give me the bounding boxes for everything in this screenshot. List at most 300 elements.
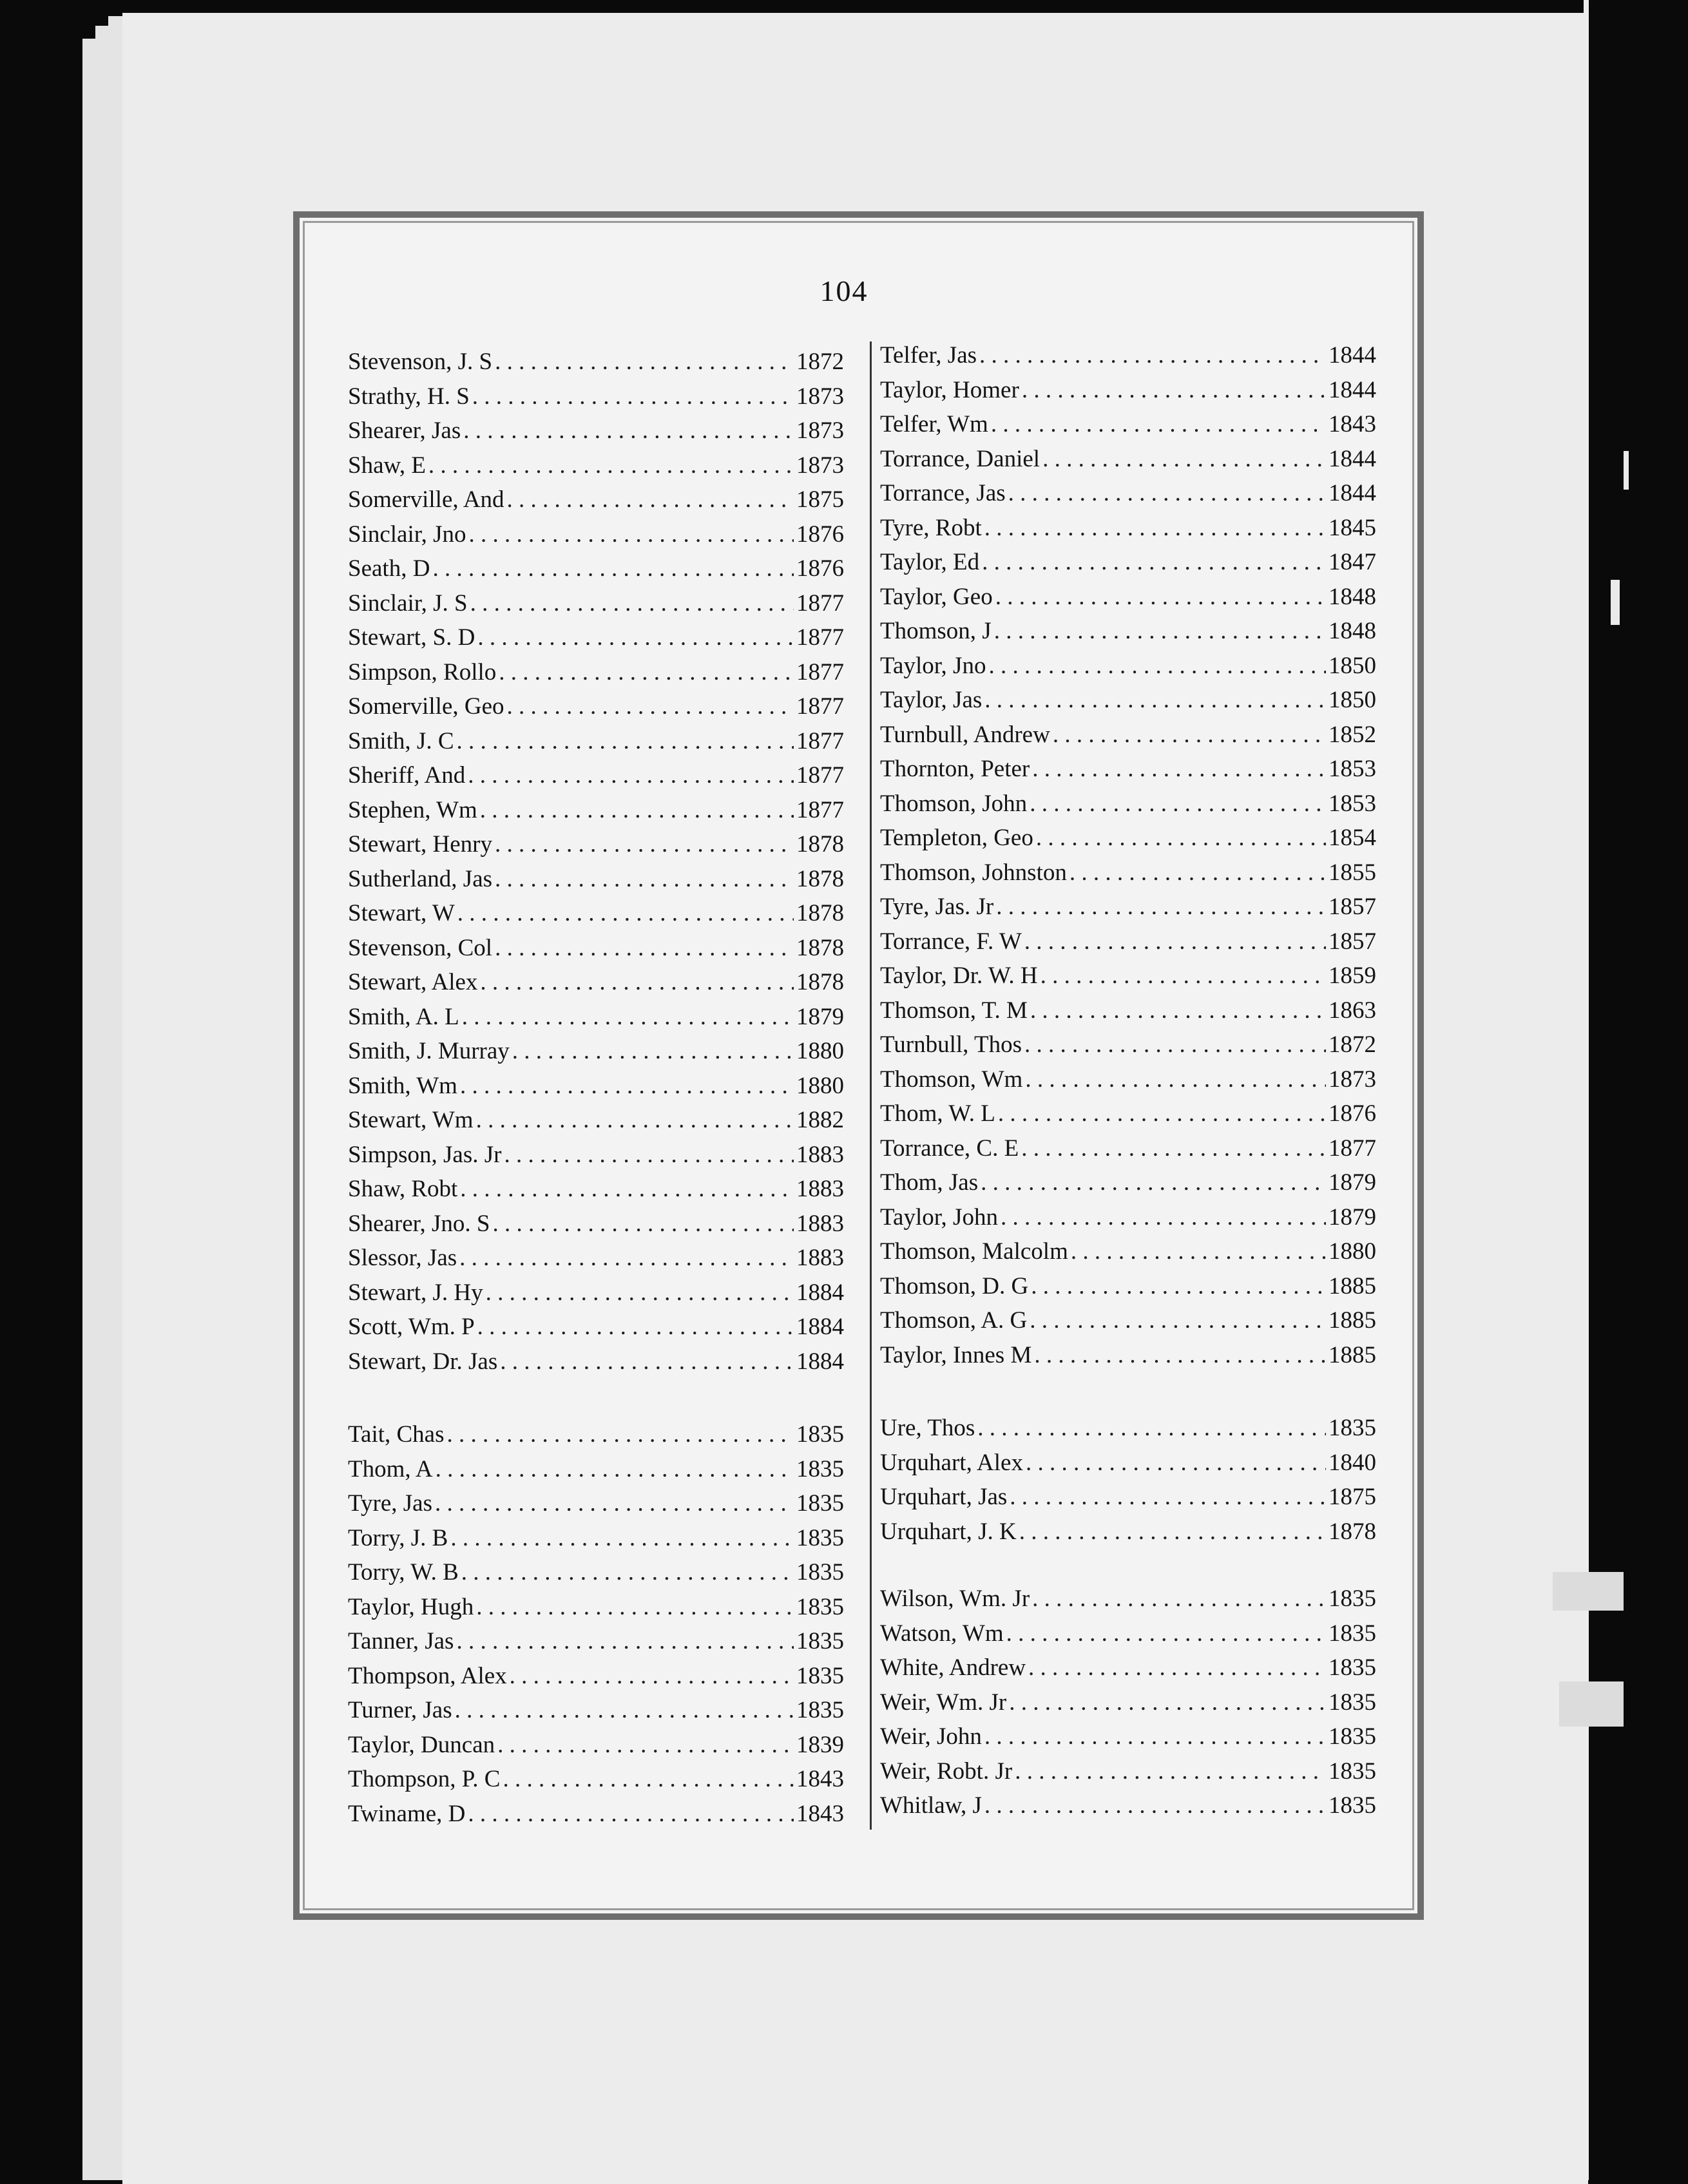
list-item <box>880 652 1376 687</box>
list-item <box>348 1244 844 1279</box>
member-name: Ure, Thos <box>880 1415 975 1441</box>
dot-leader <box>436 1455 794 1483</box>
member-name: White, Andrew <box>880 1654 1026 1681</box>
member-name: Stewart, Wm <box>348 1107 474 1133</box>
list-item <box>880 1758 1376 1792</box>
member-name: Shearer, Jas <box>348 417 461 444</box>
dot-leader <box>1022 376 1326 404</box>
dot-leader <box>1032 1585 1326 1613</box>
member-year: 1884 <box>796 1348 844 1375</box>
dot-leader <box>455 1696 794 1724</box>
list-item <box>880 1723 1376 1758</box>
list-item <box>348 1003 844 1038</box>
member-year: 1875 <box>1328 1484 1376 1510</box>
member-name: Sinclair, J. S <box>348 589 468 617</box>
dot-leader <box>994 617 1326 645</box>
list-item <box>880 617 1376 652</box>
member-name: Thomson, Malcolm <box>880 1238 1068 1265</box>
member-year: 1839 <box>796 1731 844 1758</box>
member-name: Sheriff, And <box>348 762 466 789</box>
list-item <box>348 1175 844 1210</box>
member-name: Turner, Jas <box>348 1697 452 1723</box>
list-item <box>348 1141 844 1176</box>
list-item <box>348 1731 844 1766</box>
member-name: Torrance, C. E <box>880 1135 1019 1162</box>
member-name: Wilson, Wm. Jr <box>880 1585 1030 1612</box>
member-year: 1877 <box>796 796 844 823</box>
list-item <box>348 486 844 521</box>
list-item <box>880 1585 1376 1620</box>
member-name: Stewart, S. D <box>348 624 475 651</box>
member-year: 1878 <box>796 969 844 995</box>
member-name: Tyre, Jas. Jr <box>880 894 994 920</box>
member-name: Thomson, D. G <box>880 1272 1029 1299</box>
dot-leader <box>995 583 1326 611</box>
member-name: Taylor, Hugh <box>348 1593 474 1620</box>
dot-leader <box>477 624 794 651</box>
member-name: Weir, John <box>880 1723 982 1750</box>
member-year: 1882 <box>796 1107 844 1133</box>
member-year: 1847 <box>1328 549 1376 575</box>
dot-leader <box>1071 1238 1326 1265</box>
member-name: Smith, A. L <box>348 1003 459 1030</box>
member-year: 1835 <box>1328 1689 1376 1716</box>
list-item <box>348 521 844 555</box>
list-item <box>348 1106 844 1141</box>
dot-leader <box>984 686 1326 714</box>
member-year: 1878 <box>796 900 844 926</box>
list-item <box>880 548 1376 583</box>
list-item <box>348 1037 844 1072</box>
list-item <box>348 1279 844 1314</box>
member-year: 1883 <box>796 1176 844 1202</box>
list-item <box>880 1066 1376 1100</box>
dot-leader <box>480 968 794 996</box>
member-name: Urquhart, Jas <box>880 1484 1008 1510</box>
member-year: 1835 <box>796 1628 844 1654</box>
dot-leader <box>1053 721 1326 749</box>
member-year: 1879 <box>1328 1203 1376 1231</box>
dot-leader <box>472 383 794 410</box>
dot-leader <box>1031 1272 1326 1300</box>
dot-leader <box>1042 445 1326 473</box>
member-name: Scott, Wm. P <box>348 1314 475 1340</box>
dot-leader <box>1019 1518 1326 1546</box>
list-item <box>348 1490 844 1524</box>
dot-leader <box>492 1210 794 1238</box>
member-name: Stewart, J. Hy <box>348 1279 483 1306</box>
member-name: Thomson, T. M <box>880 997 1028 1024</box>
member-name: Tait, Chas <box>348 1421 445 1448</box>
member-year: 1835 <box>1328 1792 1376 1819</box>
member-name: Stewart, Alex <box>348 969 478 995</box>
list-item <box>880 1135 1376 1169</box>
list-item <box>880 1169 1376 1203</box>
member-year: 1845 <box>1328 514 1376 541</box>
list-item <box>880 1792 1376 1826</box>
dot-leader <box>499 658 794 686</box>
dot-leader <box>495 865 794 893</box>
member-year: 1857 <box>1328 928 1376 955</box>
list-item <box>348 865 844 900</box>
dot-leader <box>468 762 794 789</box>
member-name: Shaw, E <box>348 452 426 479</box>
list-item <box>880 893 1376 928</box>
member-name: Taylor, Homer <box>880 376 1019 403</box>
dot-leader <box>1006 1620 1326 1647</box>
member-name: Taylor, John <box>880 1203 998 1231</box>
member-name: Torry, W. B <box>348 1559 459 1585</box>
member-year: 1840 <box>1328 1449 1376 1476</box>
dot-leader <box>1030 997 1326 1024</box>
member-name: Thomson, John <box>880 790 1028 817</box>
member-year: 1835 <box>796 1524 844 1551</box>
member-name: Torrance, Jas <box>880 480 1006 506</box>
list-item <box>348 658 844 693</box>
dot-leader <box>1008 479 1326 507</box>
member-year: 1835 <box>796 1455 844 1482</box>
member-name: Turnbull, Andrew <box>880 721 1050 748</box>
member-name: Torry, J. B <box>348 1524 448 1551</box>
member-year: 1835 <box>1328 1415 1376 1441</box>
dot-leader <box>512 1037 794 1065</box>
member-name: Thomson, Johnston <box>880 859 1067 886</box>
dot-leader <box>1024 1031 1326 1058</box>
member-name: Urquhart, Alex <box>880 1449 1023 1476</box>
member-name: Thom, W. L <box>880 1100 995 1127</box>
member-name: Taylor, Dr. W. H <box>880 963 1038 989</box>
dot-leader <box>982 548 1326 576</box>
dot-leader <box>1034 1341 1326 1369</box>
dot-leader <box>462 1003 794 1031</box>
list-item <box>880 686 1376 721</box>
member-year: 1877 <box>796 727 844 754</box>
member-year: 1878 <box>796 831 844 857</box>
dot-leader <box>1032 755 1326 783</box>
member-name: Strathy, H. S <box>348 383 470 410</box>
member-year: 1835 <box>796 1697 844 1723</box>
dot-leader <box>1021 1135 1326 1162</box>
dot-leader <box>1036 824 1326 852</box>
dot-leader <box>495 934 794 962</box>
member-year: 1855 <box>1328 859 1376 886</box>
member-name: Torrance, Daniel <box>880 445 1041 472</box>
dot-leader <box>469 521 794 548</box>
list-item <box>880 410 1376 445</box>
dot-leader <box>497 1731 794 1759</box>
dot-leader <box>470 589 794 617</box>
dot-leader <box>476 1106 794 1134</box>
member-name: Weir, Robt. Jr <box>880 1758 1013 1785</box>
dot-leader <box>495 830 794 858</box>
member-year: 1844 <box>1328 376 1376 403</box>
member-year: 1853 <box>1328 790 1376 817</box>
dot-leader <box>503 1765 794 1793</box>
dot-leader <box>432 555 794 582</box>
list-item <box>348 1313 844 1348</box>
list-item <box>348 624 844 658</box>
list-item <box>880 1100 1376 1135</box>
list-item <box>348 693 844 727</box>
member-year: 1878 <box>796 865 844 892</box>
list-item <box>880 1483 1376 1518</box>
list-item <box>880 1620 1376 1654</box>
list-item <box>348 1662 844 1697</box>
member-name: Taylor, Ed <box>880 549 980 575</box>
dot-leader <box>988 652 1326 680</box>
member-name: Somerville, And <box>348 486 504 513</box>
member-name: Telfer, Jas <box>880 342 977 369</box>
list-item <box>348 934 844 969</box>
list-item <box>880 962 1376 997</box>
dot-leader <box>480 796 794 824</box>
list-item <box>880 1414 1376 1449</box>
list-item <box>880 341 1376 376</box>
t-surname-list <box>880 341 1376 1375</box>
member-name: Shearer, Jno. S <box>348 1210 490 1237</box>
member-name: Smith, J. Murray <box>348 1038 510 1064</box>
member-year: 1835 <box>1328 1585 1376 1612</box>
member-name: Telfer, Wm <box>880 411 988 437</box>
dot-leader <box>984 1723 1326 1750</box>
member-name: Thomson, Wm <box>880 1066 1023 1093</box>
member-name: Thomson, J <box>880 618 992 644</box>
dot-leader <box>979 341 1326 369</box>
dot-leader <box>435 1490 794 1517</box>
member-year: 1879 <box>1328 1169 1376 1196</box>
dot-leader <box>998 1100 1326 1127</box>
list-item <box>880 1689 1376 1723</box>
member-year: 1854 <box>1328 825 1376 851</box>
member-year: 1850 <box>1328 652 1376 679</box>
member-year: 1884 <box>796 1279 844 1306</box>
margin-mark <box>1624 451 1629 490</box>
member-year: 1885 <box>1328 1272 1376 1299</box>
list-item <box>348 452 844 486</box>
member-year: 1883 <box>796 1245 844 1271</box>
member-year: 1835 <box>796 1559 844 1585</box>
member-name: Smith, J. C <box>348 727 454 754</box>
margin-mark <box>1559 1681 1624 1727</box>
member-year: 1859 <box>1328 963 1376 989</box>
member-name: Thompson, P. C <box>348 1766 501 1792</box>
member-name: Stewart, Dr. Jas <box>348 1348 498 1375</box>
list-item <box>880 824 1376 859</box>
dot-leader <box>1041 962 1326 990</box>
list-item <box>348 1072 844 1107</box>
member-year: 1879 <box>796 1003 844 1030</box>
list-item <box>880 755 1376 790</box>
member-name: Watson, Wm <box>880 1620 1004 1647</box>
list-item <box>348 1627 844 1662</box>
member-year: 1885 <box>1328 1307 1376 1334</box>
dot-leader <box>984 1792 1326 1819</box>
member-year: 1877 <box>1328 1135 1376 1162</box>
list-item <box>348 1421 844 1455</box>
dot-leader <box>507 693 794 720</box>
list-item <box>880 859 1376 894</box>
member-year: 1878 <box>1328 1518 1376 1545</box>
member-year: 1835 <box>796 1662 844 1689</box>
member-year: 1875 <box>796 486 844 513</box>
member-year: 1843 <box>1328 411 1376 437</box>
dot-leader <box>447 1421 794 1448</box>
list-item <box>880 1272 1376 1307</box>
member-name: Taylor, Geo <box>880 583 993 610</box>
member-year: 1852 <box>1328 721 1376 748</box>
list-item <box>880 583 1376 618</box>
dot-leader <box>459 1244 794 1272</box>
dot-leader <box>486 1279 794 1307</box>
member-year: 1872 <box>1328 1031 1376 1058</box>
member-year: 1835 <box>1328 1620 1376 1647</box>
list-item <box>880 790 1376 825</box>
dot-leader <box>977 1414 1326 1442</box>
dot-leader <box>461 1558 794 1586</box>
dot-leader <box>468 1800 794 1828</box>
dot-leader <box>477 1313 794 1341</box>
dot-leader <box>495 348 794 376</box>
member-name: Taylor, Duncan <box>348 1731 495 1758</box>
member-year: 1835 <box>796 1593 844 1620</box>
dot-leader <box>1009 1689 1326 1716</box>
dot-leader <box>463 417 794 445</box>
list-item <box>880 1449 1376 1484</box>
member-name: Simpson, Rollo <box>348 658 497 685</box>
list-item <box>348 383 844 417</box>
member-name: Taylor, Innes M <box>880 1341 1032 1368</box>
dot-leader <box>981 1169 1326 1196</box>
member-year: 1877 <box>796 624 844 651</box>
member-year: 1843 <box>796 1766 844 1792</box>
member-year: 1835 <box>796 1421 844 1448</box>
dot-leader <box>1030 790 1326 818</box>
member-name: Stevenson, Col <box>348 934 493 961</box>
list-item <box>880 1238 1376 1272</box>
member-name: Thornton, Peter <box>880 756 1030 782</box>
member-year: 1880 <box>796 1038 844 1064</box>
member-year: 1844 <box>1328 445 1376 472</box>
member-name: Weir, Wm. Jr <box>880 1689 1007 1716</box>
member-name: Taylor, Jas <box>880 687 983 713</box>
list-item <box>348 762 844 796</box>
list-item <box>880 1031 1376 1066</box>
list-item <box>880 479 1376 514</box>
list-item <box>348 796 844 831</box>
list-item <box>880 928 1376 963</box>
member-year: 1835 <box>796 1490 844 1517</box>
list-item <box>348 899 844 934</box>
dot-leader <box>984 514 1326 542</box>
member-year: 1876 <box>1328 1100 1376 1127</box>
list-item <box>880 1654 1376 1689</box>
member-year: 1835 <box>1328 1654 1376 1681</box>
member-year: 1853 <box>1328 756 1376 782</box>
dot-leader <box>1010 1483 1326 1511</box>
page-right-edge <box>1584 0 1589 2180</box>
member-name: Torrance, F. W <box>880 928 1022 955</box>
member-name: Thom, Jas <box>880 1169 979 1196</box>
list-item <box>348 1558 844 1593</box>
dot-leader <box>457 727 794 755</box>
dot-leader <box>1025 1066 1326 1093</box>
member-name: Stevenson, J. S <box>348 349 493 375</box>
list-item <box>348 727 844 762</box>
dot-leader <box>456 1627 794 1655</box>
dot-leader <box>1069 859 1326 886</box>
member-name: Tanner, Jas <box>348 1628 454 1654</box>
dot-leader <box>500 1348 794 1375</box>
member-year: 1885 <box>1328 1341 1376 1368</box>
member-year: 1857 <box>1328 894 1376 920</box>
list-item <box>348 1696 844 1731</box>
member-year: 1848 <box>1328 618 1376 644</box>
list-item <box>880 376 1376 411</box>
dot-leader <box>457 899 794 927</box>
list-item <box>880 445 1376 480</box>
dot-leader <box>460 1072 794 1100</box>
list-item <box>880 721 1376 756</box>
member-name: Stewart, Henry <box>348 831 492 857</box>
member-name: Turnbull, Thos <box>880 1031 1022 1058</box>
member-name: Sutherland, Jas <box>348 865 493 892</box>
member-year: 1873 <box>796 383 844 410</box>
member-name: Stephen, Wm <box>348 796 477 823</box>
dot-leader <box>1001 1203 1326 1231</box>
dot-leader <box>1030 1307 1326 1334</box>
list-item <box>880 1307 1376 1341</box>
dot-leader <box>504 1141 794 1169</box>
column-divider <box>870 341 872 1830</box>
member-name: Shaw, Robt <box>348 1176 458 1202</box>
list-item <box>348 589 844 624</box>
member-year: 1873 <box>796 452 844 479</box>
list-item <box>348 1210 844 1245</box>
list-item <box>348 1455 844 1490</box>
dot-leader <box>1028 1654 1326 1681</box>
member-year: 1877 <box>796 658 844 685</box>
member-year: 1835 <box>1328 1723 1376 1750</box>
member-year: 1884 <box>796 1314 844 1340</box>
w-surname-list <box>880 1585 1376 1826</box>
member-name: Tyre, Robt <box>880 514 982 541</box>
dot-leader <box>1024 928 1326 955</box>
member-year: 1877 <box>796 693 844 720</box>
member-name: Smith, Wm <box>348 1072 457 1099</box>
member-name: Thomson, A. G <box>880 1307 1028 1334</box>
member-year: 1880 <box>796 1072 844 1099</box>
member-year: 1850 <box>1328 687 1376 713</box>
member-year: 1877 <box>796 762 844 789</box>
member-name: Tyre, Jas <box>348 1490 432 1517</box>
member-year: 1883 <box>796 1210 844 1237</box>
list-item <box>348 1765 844 1800</box>
list-item <box>348 830 844 865</box>
list-item <box>348 968 844 1003</box>
member-year: 1878 <box>796 934 844 961</box>
list-item <box>348 348 844 383</box>
member-name: Stewart, W <box>348 900 455 926</box>
dot-leader <box>476 1593 794 1621</box>
dot-leader <box>1026 1449 1326 1477</box>
member-year: 1844 <box>1328 342 1376 369</box>
member-year: 1876 <box>796 555 844 582</box>
dot-leader <box>428 452 794 479</box>
member-name: Somerville, Geo <box>348 693 504 720</box>
dot-leader <box>1015 1758 1326 1785</box>
list-item <box>348 1800 844 1835</box>
member-name: Slessor, Jas <box>348 1245 457 1271</box>
